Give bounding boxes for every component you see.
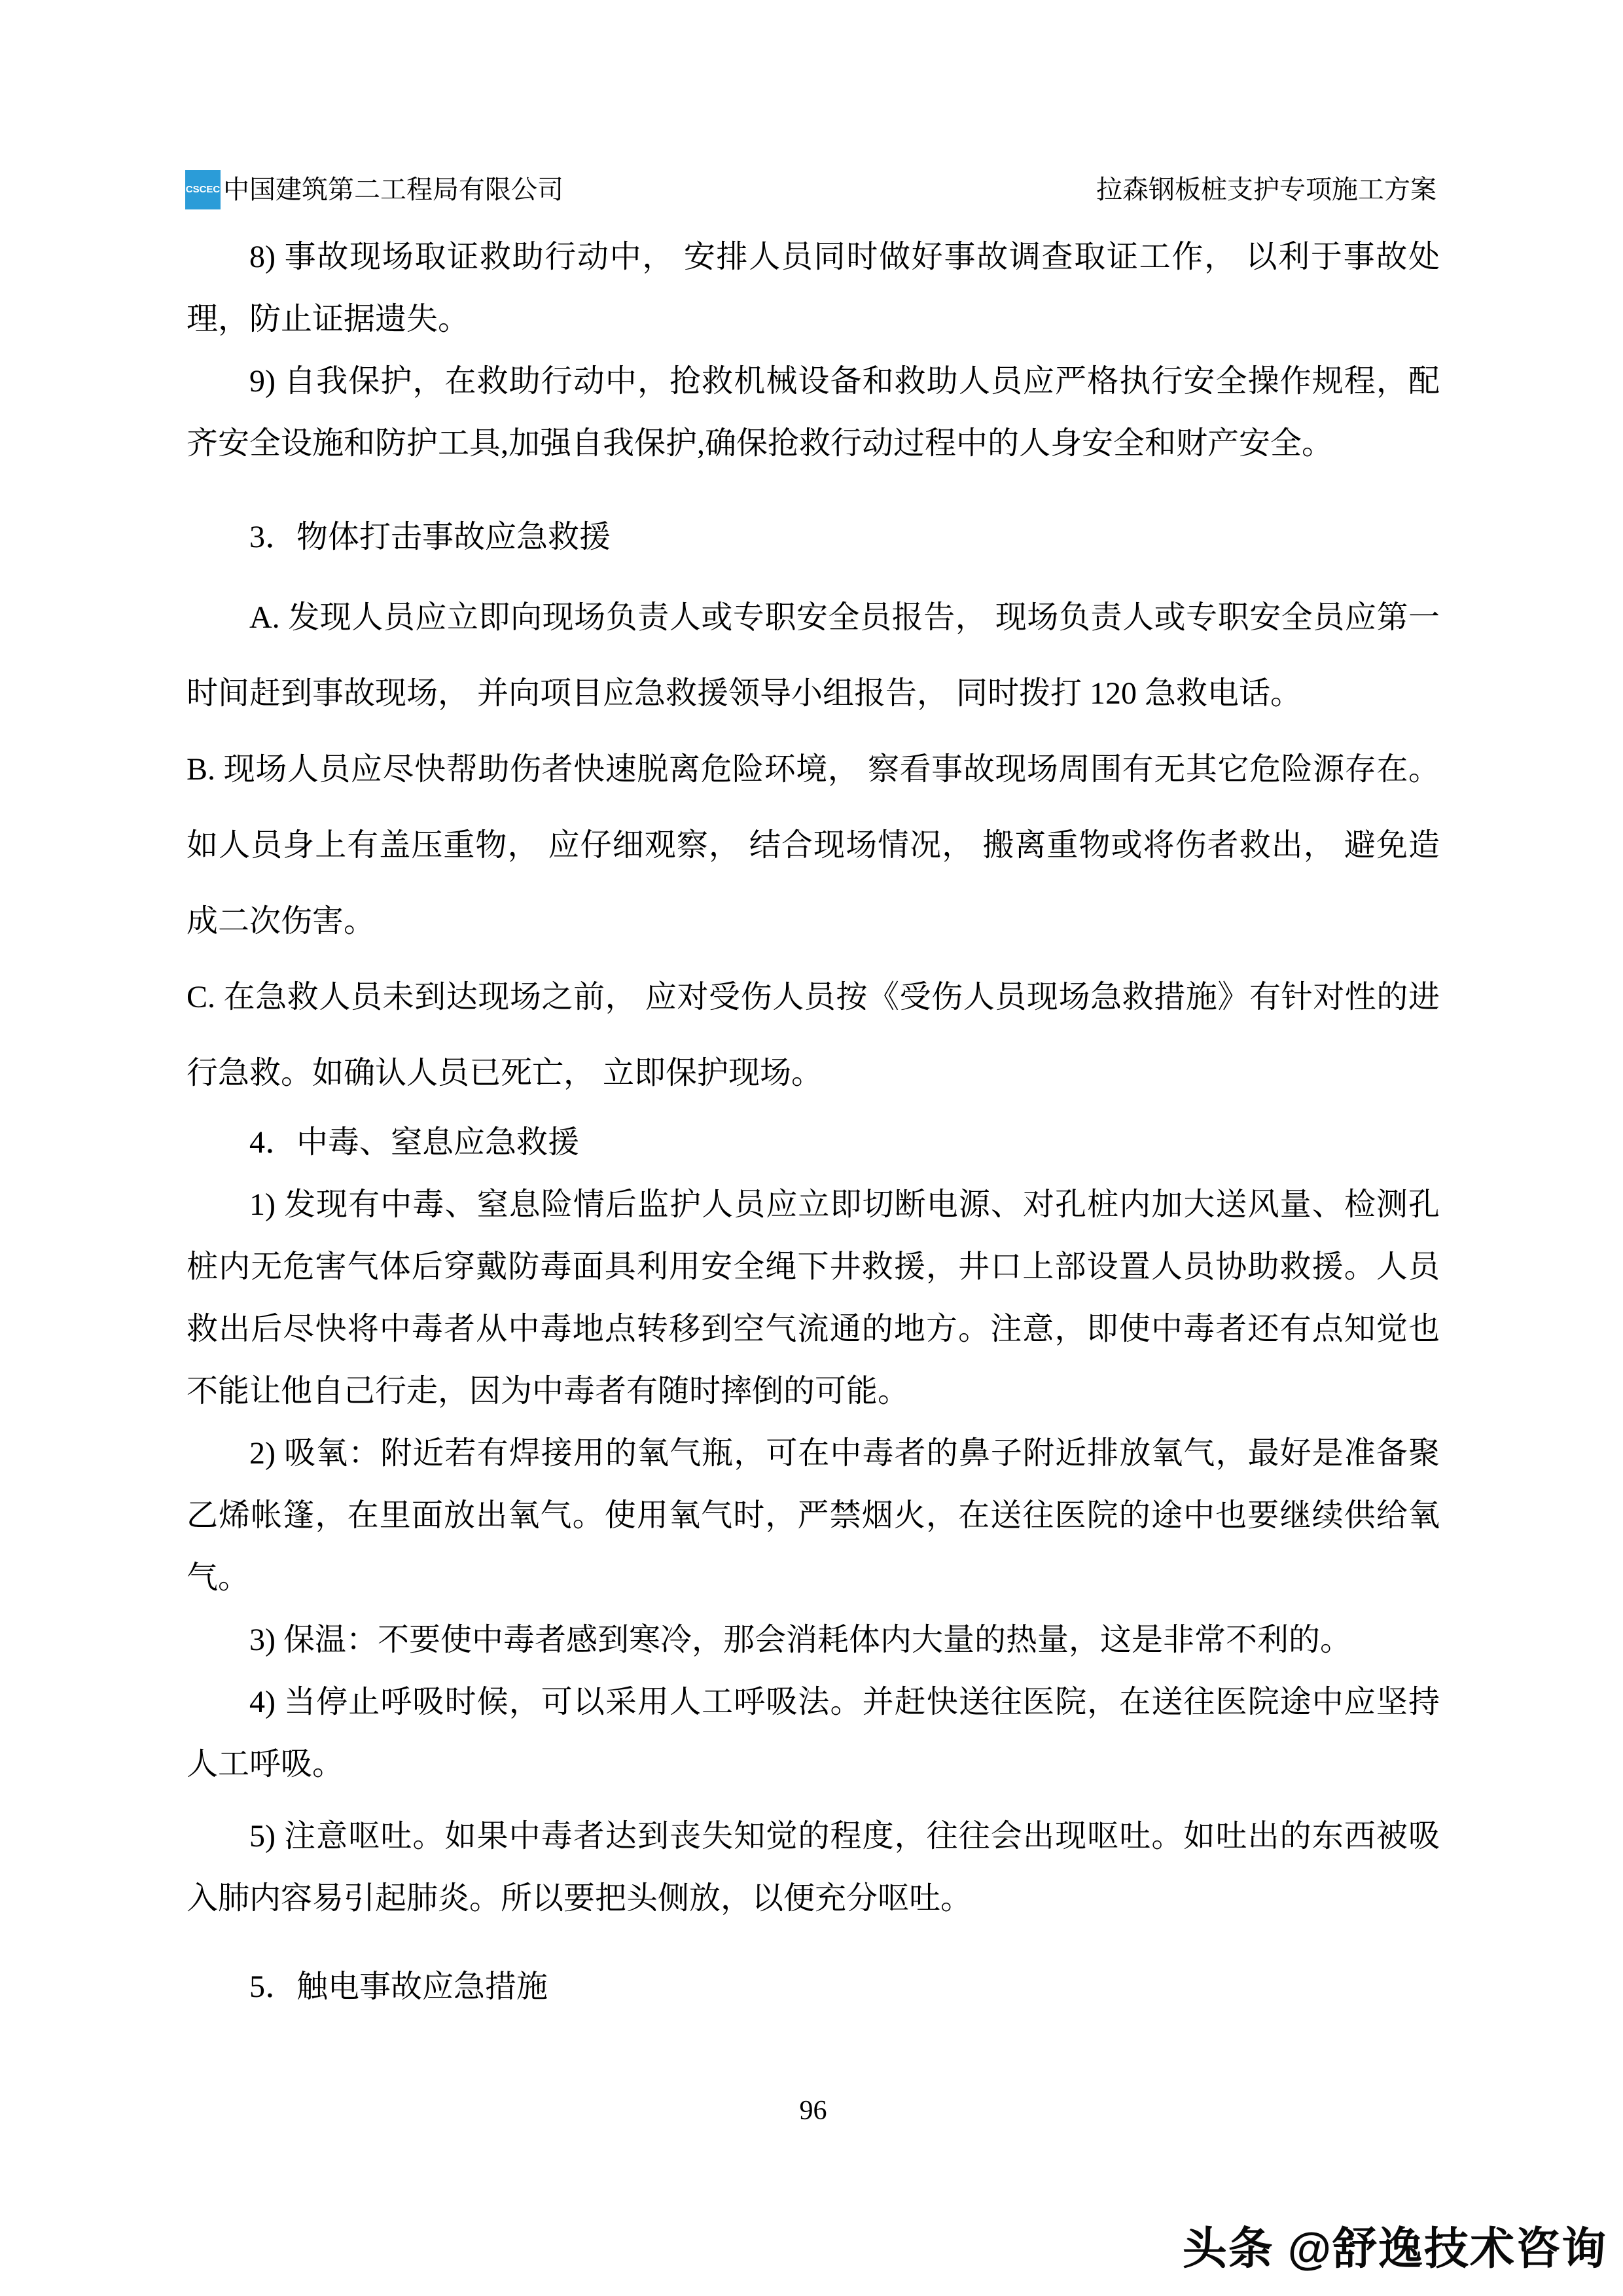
page-number: 96 xyxy=(799,2096,827,2126)
paragraph-4-5: 5) 注意呕吐。如果中毒者达到丧失知觉的程度，往往会出现呕吐。如吐出的东西被吸入肺内容易引起肺炎。所以要把头侧放，以便充分呕吐。 xyxy=(187,1819,1440,1916)
paragraph-4-1: 1) 发现有中毒、窒息险情后监护人员应立即切断电源、对孔桩内加大送风量、检测孔桩内无危害气体后穿戴防毒面具利用安全绳下井救援，井口上部设置人员协助救援。人员救出后尽快将中毒者从中毒地点转移到空气流通的地方。注意，即使中毒者还有点知觉也不能让他自己行走，因为中毒者有随时摔倒的可能。 xyxy=(187,1187,1440,1408)
watermark-text: 头条 @舒逸技术咨询 xyxy=(1182,2224,1607,2274)
document-body xyxy=(187,226,1440,2018)
heading-5: 5．触电事故应急措施 xyxy=(249,1969,548,2004)
paragraph-B: B. 现场人员应尽快帮助伤者快速脱离危险环境， 察看事故现场周围有无其它危险源存在。如人员身上有盖压重物， 应仔细观察， 结合现场情况， 搬离重物或将伤者救出， 避免造成二次伤害。 xyxy=(187,752,1440,939)
company-name: 中国建筑第二工程局有限公司 xyxy=(223,175,563,204)
page-header xyxy=(185,170,1436,209)
heading-4: 4．中毒、窒息应急救援 xyxy=(249,1125,580,1160)
paragraph-4-3: 3) 保温：不要使中毒者感到寒冷，那会消耗体内大量的热量，这是非常不利的。 xyxy=(249,1623,1351,1657)
paragraph-C: C. 在急救人员未到达现场之前， 应对受伤人员按《受伤人员现场急救措施》有针对性的进行急救。如确认人员已死亡， 立即保护现场。 xyxy=(187,980,1440,1090)
cscec-logo-icon: CSCEC xyxy=(185,170,221,209)
heading-3: 3．物体打击事故应急救援 xyxy=(249,520,611,554)
paragraph-4-2: 2) 吸氧：附近若有焊接用的氧气瓶，可在中毒者的鼻子附近排放氧气，最好是准备聚乙烯帐篷，在里面放出氧气。使用氧气时，严禁烟火，在送往医院的途中也要继续供给氧气。 xyxy=(187,1436,1440,1595)
paragraph-8: 8) 事故现场取证救助行动中， 安排人员同时做好事故调查取证工作， 以利于事故处理，防止证据遗失。 xyxy=(187,240,1440,336)
paragraph-A: A. 发现人员应立即向现场负责人或专职安全员报告， 现场负责人或专职安全员应第一时间赶到事故现场， 并向项目应急救援领导小组报告， 同时拨打 120 急救电话。 xyxy=(187,600,1440,711)
paragraph-9: 9) 自我保护，在救助行动中，抢救机械设备和救助人员应严格执行安全操作规程，配齐安全设施和防护工具,加强自我保护,确保抢救行动过程中的人身安全和财产安全。 xyxy=(187,364,1440,461)
paragraph-4-4: 4) 当停止呼吸时候，可以采用人工呼吸法。并赶快送往医院，在送往医院途中应坚持人工呼吸。 xyxy=(187,1685,1440,1782)
header-company-block xyxy=(185,170,563,209)
document-title: 拉森钢板桩支护专项施工方案 xyxy=(1096,175,1436,204)
